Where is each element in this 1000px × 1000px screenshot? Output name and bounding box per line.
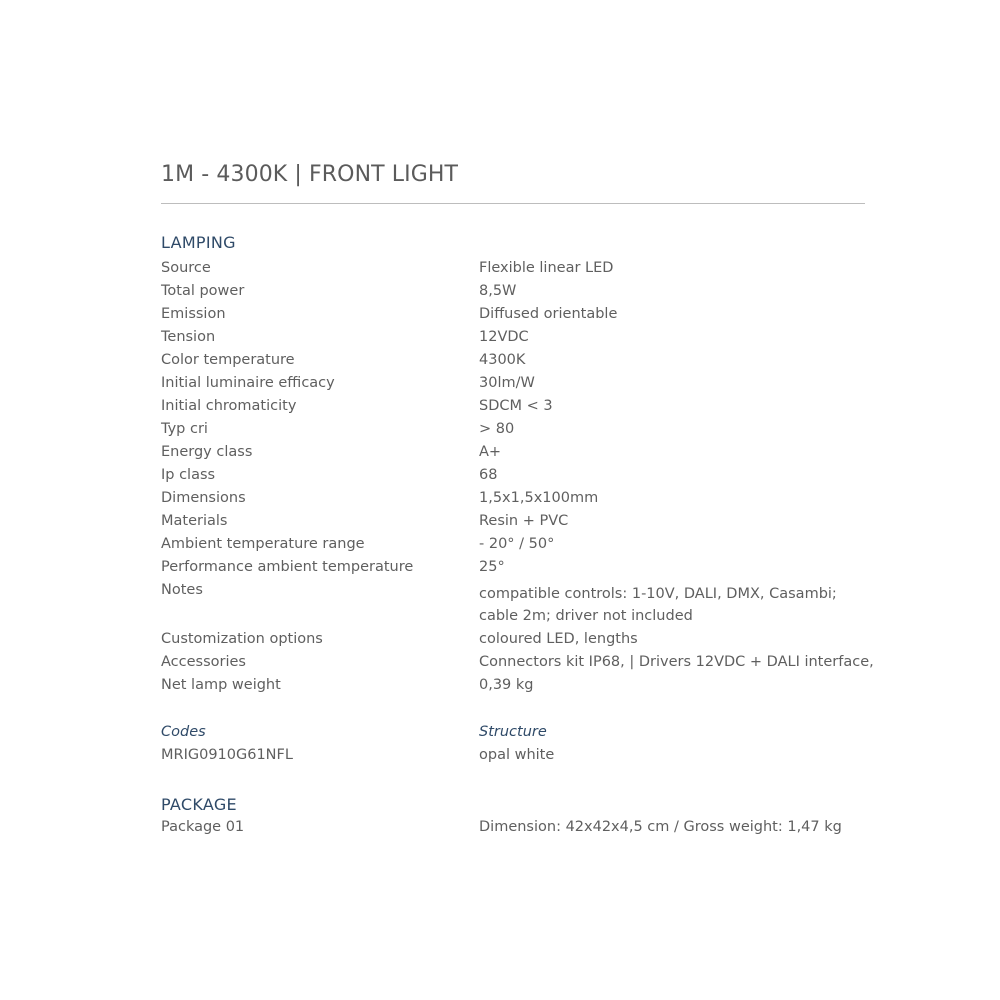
spec-label: Color temperature — [161, 352, 295, 368]
page-title: 1M - 4300K | FRONT LIGHT — [161, 162, 459, 187]
structure-heading: Structure — [479, 724, 547, 740]
spec-row-net-weight — [161, 674, 865, 697]
structure-value: opal white — [479, 747, 555, 763]
spec-row-tension — [161, 326, 865, 349]
spec-row-customization — [161, 628, 865, 651]
spec-value: Flexible linear LED — [479, 260, 614, 276]
spec-row-ambient-range — [161, 533, 865, 556]
spec-label: Ip class — [161, 467, 216, 483]
spec-label: Performance ambient temperature — [161, 559, 414, 575]
spec-label: Materials — [161, 513, 228, 529]
spec-value: SDCM < 3 — [479, 398, 553, 414]
spec-value: Connectors kit IP68, | Drivers 12VDC + DALI interface, — [479, 654, 874, 670]
spec-label: Source — [161, 260, 211, 276]
spec-label: Notes — [161, 582, 203, 598]
spec-value: - 20° / 50° — [479, 536, 555, 552]
spec-row-notes — [161, 579, 865, 627]
spec-value: 30lm/W — [479, 375, 535, 391]
package-value: Dimension: 42x42x4,5 cm / Gross weight: 1,47 kg — [479, 819, 842, 835]
spec-label: Energy class — [161, 444, 253, 460]
package-label: Package 01 — [161, 819, 245, 835]
spec-value: A+ — [479, 444, 502, 460]
spec-row-chromaticity — [161, 395, 865, 418]
spec-label: Dimensions — [161, 490, 246, 506]
spec-label: Initial luminaire efficacy — [161, 375, 335, 391]
package-heading: PACKAGE — [161, 795, 237, 814]
spec-row-total-power — [161, 280, 865, 303]
spec-label: Tension — [161, 329, 216, 345]
spec-value: 1,5x1,5x100mm — [479, 490, 599, 506]
spec-row-typ-cri — [161, 418, 865, 441]
codes-heading: Codes — [161, 724, 206, 740]
spec-value: 68 — [479, 467, 498, 483]
spec-label: Initial chromaticity — [161, 398, 297, 414]
spec-row-dimensions — [161, 487, 865, 510]
spec-label: Accessories — [161, 654, 246, 670]
spec-row-materials — [161, 510, 865, 533]
spec-value: 25° — [479, 559, 505, 575]
lamping-heading: LAMPING — [161, 233, 236, 252]
spec-row-color-temperature — [161, 349, 865, 372]
spec-row-energy-class — [161, 441, 865, 464]
spec-value: > 80 — [479, 421, 515, 437]
spec-row-performance-ambient — [161, 556, 865, 579]
spec-label: Ambient temperature range — [161, 536, 365, 552]
spec-value: 12VDC — [479, 329, 529, 345]
spec-row-efficacy — [161, 372, 865, 395]
spec-row-source — [161, 257, 865, 280]
spec-label: Emission — [161, 306, 226, 322]
spec-label: Customization options — [161, 631, 323, 647]
spec-value: 4300K — [479, 352, 526, 368]
spec-value: 0,39 kg — [479, 677, 534, 693]
spec-value: 8,5W — [479, 283, 517, 299]
spec-value: Diffused orientable — [479, 306, 618, 322]
spec-row-accessories — [161, 651, 874, 674]
spec-row-ip-class — [161, 464, 865, 487]
spec-label: Typ cri — [161, 421, 208, 437]
spec-value: Resin + PVC — [479, 513, 569, 529]
codes-value: MRIG0910G61NFL — [161, 747, 293, 763]
spec-label: Net lamp weight — [161, 677, 281, 693]
spec-value: coloured LED, lengths — [479, 631, 638, 647]
spec-value: compatible controls: 1-10V, DALI, DMX, Casambi; cable 2m; driver not included — [479, 586, 837, 624]
title-divider — [161, 203, 865, 204]
spec-row-emission — [161, 303, 865, 326]
spec-label: Total power — [161, 283, 245, 299]
